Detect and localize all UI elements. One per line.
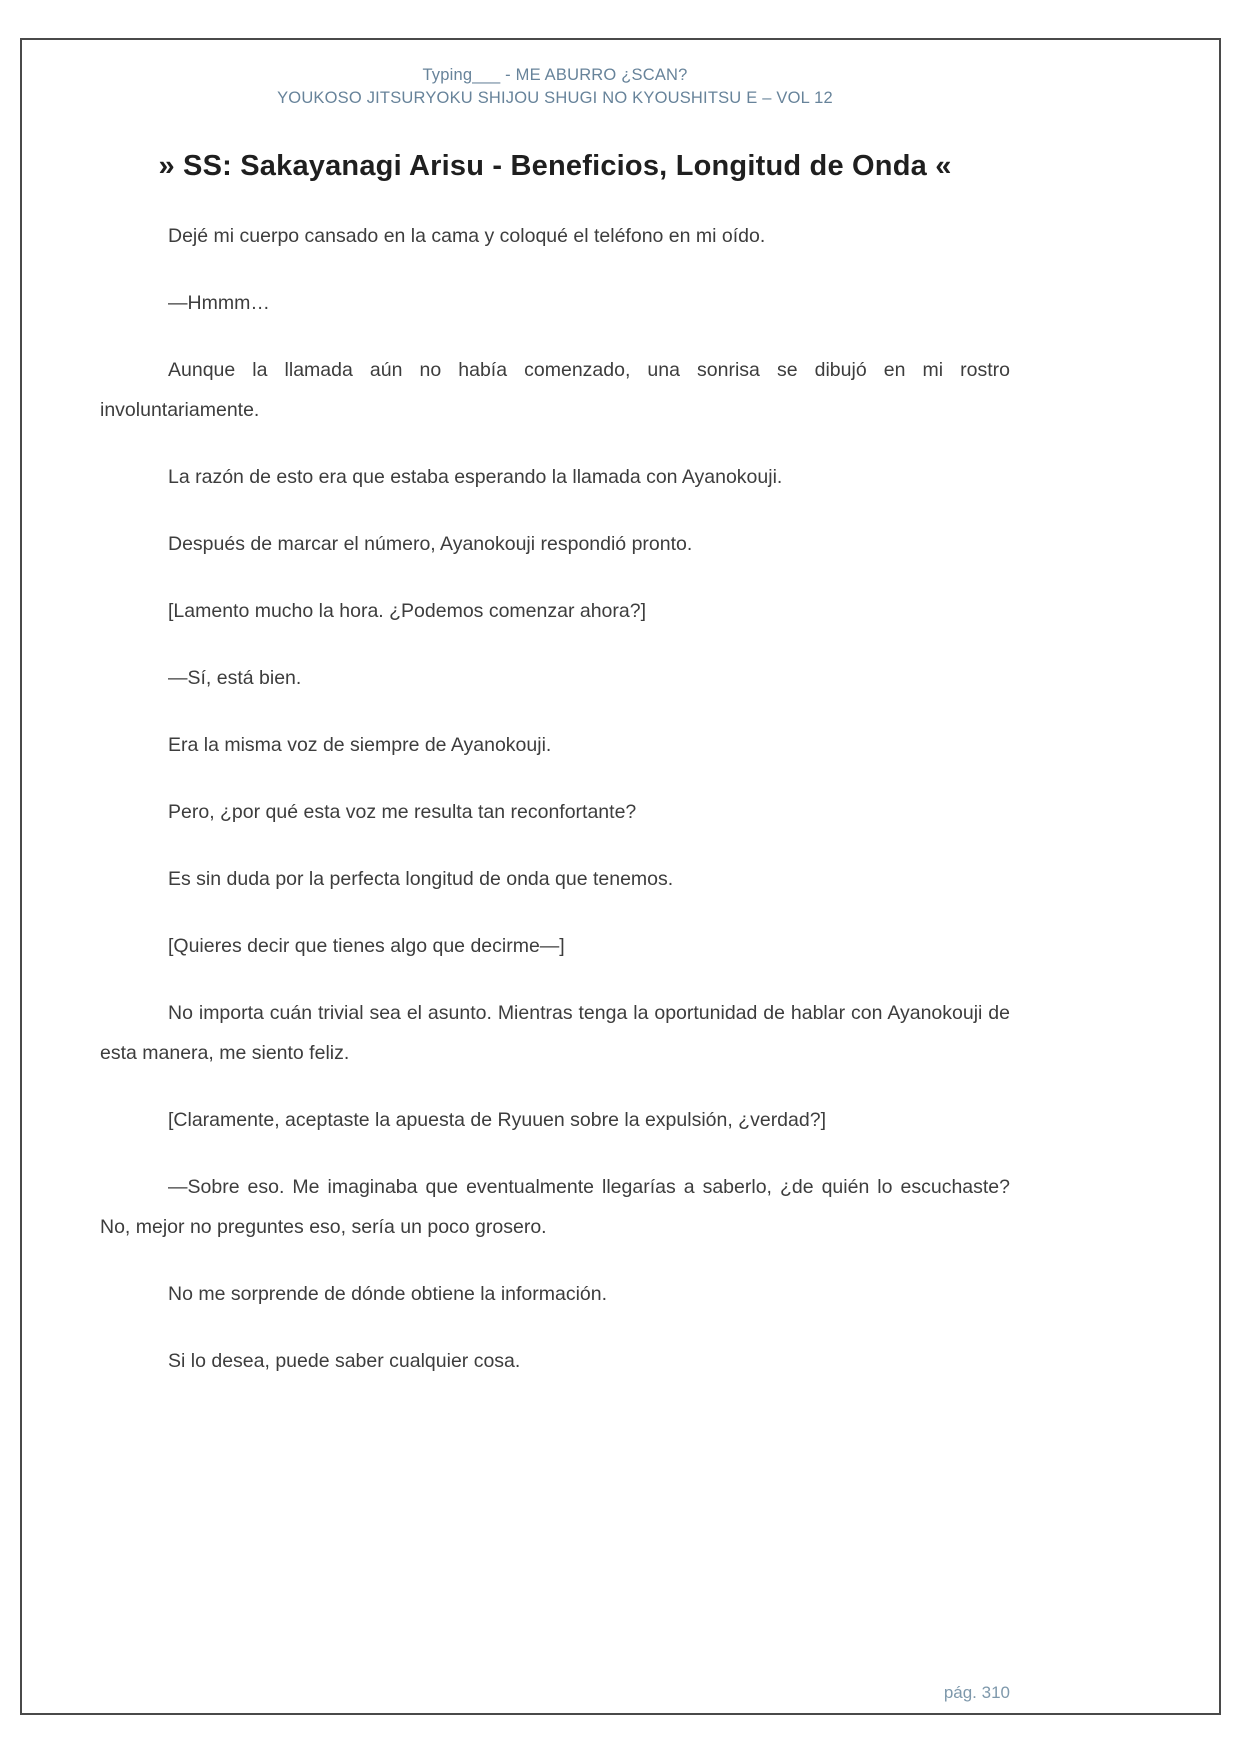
page-number: pág. 310 xyxy=(943,1683,1010,1702)
paragraph: [Lamento mucho la hora. ¿Podemos comenzar ahora?] xyxy=(168,600,647,622)
document-header xyxy=(100,64,1010,110)
paragraph: La razón de esto era que estaba esperando la llamada con Ayanokouji. xyxy=(168,466,783,488)
paragraph: Aunque la llamada aún no había comenzado, una sonrisa se dibujó en mi rostro involuntariamente. xyxy=(100,359,1010,421)
body-text xyxy=(100,216,1010,1381)
paragraph: —Sobre eso. Me imaginaba que eventualmente llegarías a saberlo, ¿de quién lo escuchaste? No, mejor no preguntes eso, sería un poco grosero. xyxy=(100,1176,1010,1238)
paragraph: Si lo desea, puede saber cualquier cosa. xyxy=(168,1350,521,1372)
paragraph: No importa cuán trivial sea el asunto. Mientras tenga la oportunidad de hablar con Ayanokouji de esta manera, me siento feliz. xyxy=(100,1002,1010,1064)
paragraph: —Hmmm… xyxy=(168,292,270,314)
paragraph: [Quieres decir que tienes algo que decirme—] xyxy=(168,935,565,957)
page-title: » SS: Sakayanagi Arisu - Beneficios, Longitud de Onda « xyxy=(158,150,952,182)
paragraph: —Sí, está bien. xyxy=(168,667,302,689)
paragraph: No me sorprende de dónde obtiene la información. xyxy=(168,1283,608,1305)
paragraph: Después de marcar el número, Ayanokouji respondió pronto. xyxy=(168,533,693,555)
page-content xyxy=(100,0,1010,1381)
header-volume-title: YOUKOSO JITSURYOKU SHIJOU SHUGI NO KYOUSHITSU E – VOL 12 xyxy=(277,89,833,107)
paragraph: Dejé mi cuerpo cansado en la cama y coloqué el teléfono en mi oído. xyxy=(168,225,766,247)
paragraph: Era la misma voz de siempre de Ayanokouji. xyxy=(168,734,552,756)
header-scan-credit: Typing___ - ME ABURRO ¿SCAN? xyxy=(422,66,688,84)
paragraph: Es sin duda por la perfecta longitud de onda que tenemos. xyxy=(168,868,674,890)
paragraph: Pero, ¿por qué esta voz me resulta tan reconfortante? xyxy=(168,801,637,823)
paragraph: [Claramente, aceptaste la apuesta de Ryuuen sobre la expulsión, ¿verdad?] xyxy=(168,1109,826,1131)
